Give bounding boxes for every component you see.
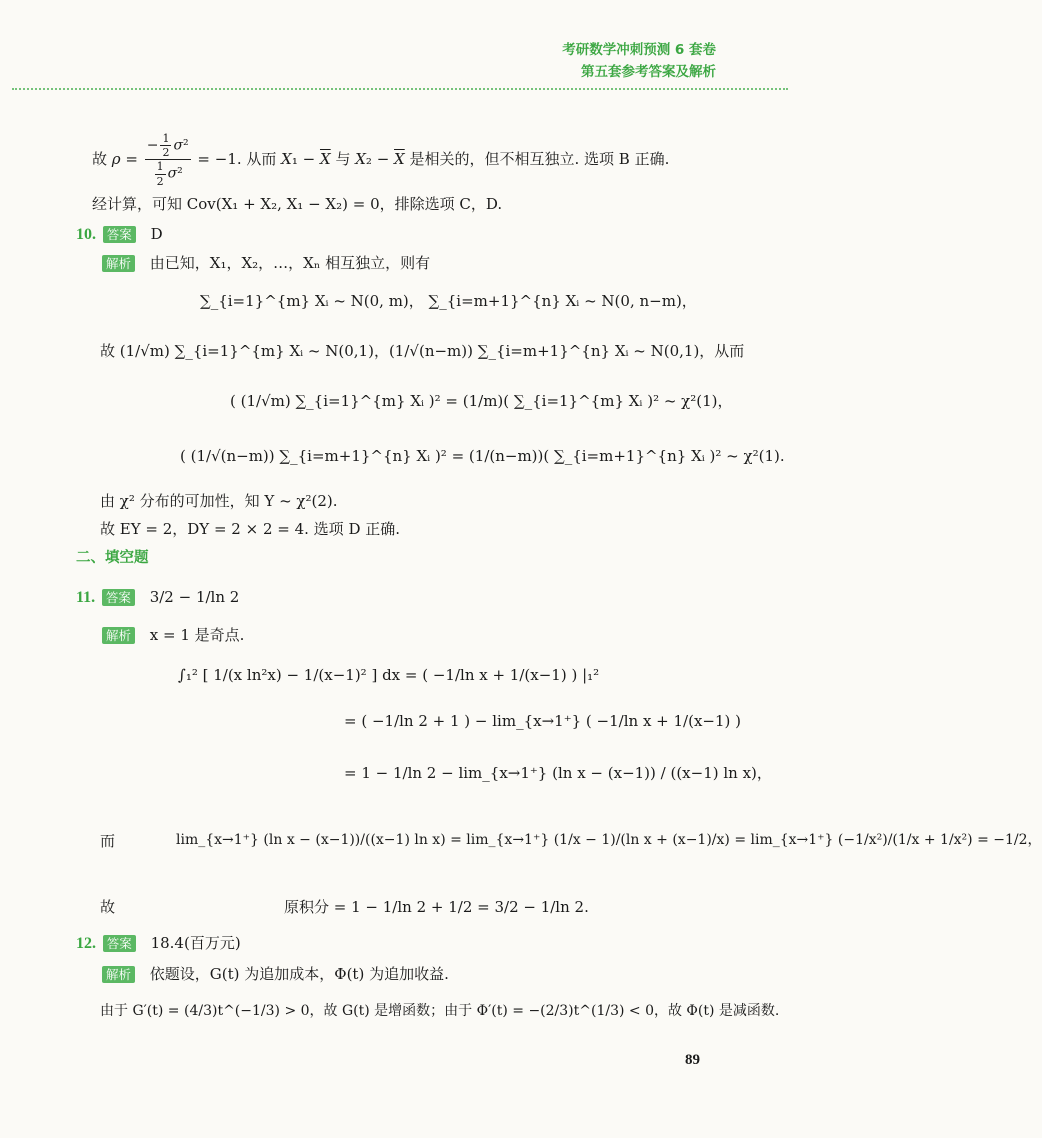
q12-answer-line xyxy=(76,934,241,953)
analysis-tag: 解析 xyxy=(102,627,135,644)
section-fill-in-blank: 二、填空题 xyxy=(76,550,149,566)
q12-line-2: 由于 G′(t) = (4/3)t^(−1/3) > 0，故 G(t) 是增函数；由于 Φ′(t) = −(2/3)t^(1/3) < 0，故 Φ(t) 是减函数. xyxy=(100,1003,780,1019)
q11-eq-3: = 1 − 1/ln 2 − lim_{x→1⁺} (ln x − (x−1)) / ((x−1) ln x)， xyxy=(344,764,772,782)
q10-line-6: 故 EY = 2，DY = 2 × 2 = 4. 选项 D 正确. xyxy=(100,520,401,538)
q12-answer: 18.4(百万元) xyxy=(150,934,241,952)
q10-formula-1: ∑_{i=1}^{m} Xᵢ ~ N(0, m)， ∑_{i=m+1}^{n} Xᵢ ~ N(0, n−m)， xyxy=(200,292,697,310)
page-number: 89 xyxy=(685,1052,700,1068)
header-book-title: 考研数学冲刺预测 6 套卷 xyxy=(562,42,716,58)
q11-answer: 3/2 − 1/ln 2 xyxy=(149,588,240,606)
q10-formula-2: 故 (1/√m) ∑_{i=1}^{m} Xᵢ ~ N(0,1)，(1/√(n−m)) ∑_{i=m+1}^{n} Xᵢ ~ N(0,1)，从而 xyxy=(100,342,745,360)
q11-eq-4: lim_{x→1⁺} (ln x − (x−1))/((x−1) ln x) = lim_{x→1⁺} (1/x − 1)/(ln x + (x−1)/x) = lim_{x→1⁺} (−1/x²)/(1/x + 1/x²) = −1/2， xyxy=(176,832,1042,848)
q10-answer: D xyxy=(150,225,163,243)
analysis-tag: 解析 xyxy=(102,255,135,272)
answer-tag: 答案 xyxy=(103,935,136,952)
q10-intro: 由已知，X₁，X₂，…，Xₙ 相互独立，则有 xyxy=(149,254,431,272)
q11-number: 11. xyxy=(76,589,96,606)
q12-intro: 依题设，G(t) 为追加成本，Φ(t) 为追加收益. xyxy=(149,965,449,983)
q10-answer-line xyxy=(76,225,163,244)
answer-tag: 答案 xyxy=(102,589,135,606)
analysis-tag: 解析 xyxy=(102,966,135,983)
q11-intro: x = 1 是奇点. xyxy=(149,626,245,644)
q10-number: 10. xyxy=(76,226,96,243)
q10-line-5: 由 χ² 分布的可加性，知 Y ~ χ²(2). xyxy=(100,492,338,510)
q11-eq-1: ∫₁² [ 1/(x ln²x) − 1/(x−1)² ] dx = ( −1/ln x + 1/(x−1) ) |₁² xyxy=(178,666,600,684)
q10-analysis-line xyxy=(100,254,430,272)
q11-er: 而 xyxy=(100,832,116,850)
q11-gu: 故 xyxy=(100,898,116,916)
q11-analysis-line xyxy=(100,626,244,644)
header-section-title: 第五套参考答案及解析 xyxy=(581,64,716,80)
q10-formula-3: ( (1/√m) ∑_{i=1}^{m} Xᵢ )² = (1/m)( ∑_{i=1}^{m} Xᵢ )² ~ χ²(1)， xyxy=(230,392,733,410)
q11-eq-5: 原积分 = 1 − 1/ln 2 + 1/2 = 3/2 − 1/ln 2. xyxy=(284,898,589,916)
header-divider xyxy=(12,88,788,90)
q10-formula-4: ( (1/√(n−m)) ∑_{i=m+1}^{n} Xᵢ )² = (1/(n−m))( ∑_{i=m+1}^{n} Xᵢ )² ~ χ²(1). xyxy=(180,447,785,465)
q9-rho-line: 故 ρ = − $\frac{1}{2}$ σ² $\frac{1}{2}$ σ² = −1. 从而 $X_1 - \overline{X}$ 与 $X_2 - \overline{X}$ 是相关的，但不相互独立. 选项 B 正确. xyxy=(92,132,670,188)
q11-answer-line xyxy=(76,588,239,607)
q12-analysis-line xyxy=(100,965,449,983)
answer-tag: 答案 xyxy=(103,226,136,243)
q12-number: 12. xyxy=(76,935,96,952)
q9-cov-line: 经计算，可知 Cov(X₁ + X₂, X₁ − X₂) = 0，排除选项 C，D. xyxy=(92,195,503,213)
q11-eq-2: = ( −1/ln 2 + 1 ) − lim_{x→1⁺} ( −1/ln x + 1/(x−1) ) xyxy=(344,712,741,730)
